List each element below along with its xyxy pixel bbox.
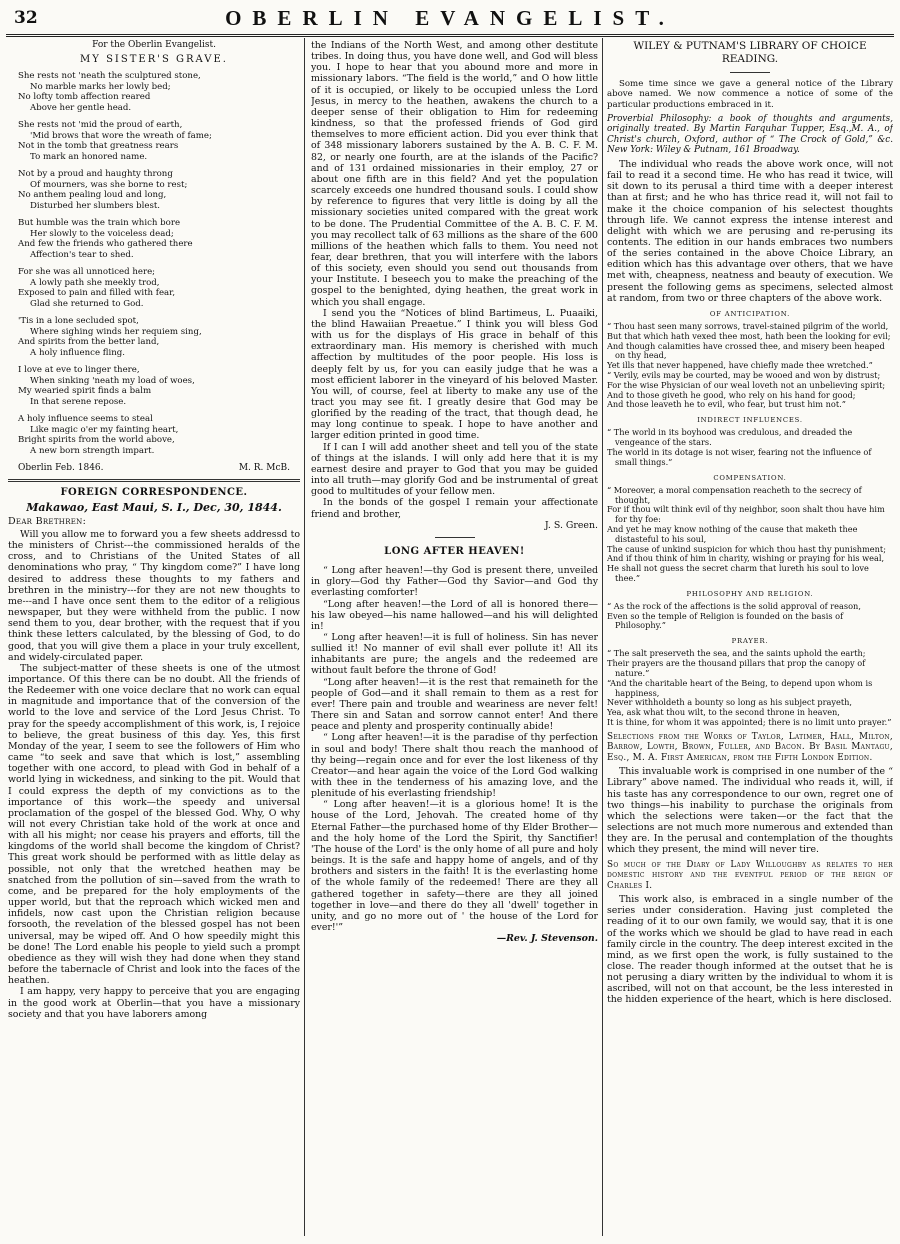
- poem-line: My wearied spirit finds a balm: [18, 386, 152, 397]
- poem-line: Exposed to pain and filled with fear,: [18, 288, 176, 299]
- letter-paragraph: I send you the “Notices of blind Bartimeus, L. Puaaiki, the blind Hawaiian Preaetue.” I think you will bless God with us for the displays of His grace in behalf of this extraordinary man. His memory is cherished with much affection by multitudes of the poor people. His loss is deeply felt by us, for you can easily judge that he was a most efficient laborer in the vineyard of his beloved Master. You will, of course, feel at liberty to make any use of the tract you may see fit. I greatly desire that God may be glorified by the reading of the tract, that though dead, he may long continue to speak. I hope to have another and larger edition printed in good time.: [311, 307, 598, 442]
- letter-paragraph: I am happy, very happy to perceive that you are engaging in the good work at Oberlin—that you have a missionary society and that you have laborers among: [8, 986, 300, 1020]
- book-review: This invaluable work is comprised in one number of the “ Library” above named. The individual who reads it, will, if his taste has any correspondence to our own, regret one of two things—his inability to purchase the originals from which the selections were taken—or the fact that the selections are not much more numerous and extended than they are. In the perusal and contemplation of the thoughts which they present, the mind will never tire.: [607, 766, 893, 856]
- book-title: Proverbial Philosophy: a book of thoughts and arguments, originally treated. By Martin Farquhar Tupper, Esq.,M. A., of Christ's church, Oxford, author of “ The Crock of Gold,” &c. New York: Wiley & Putnam, 161 Broadway.: [607, 113, 893, 156]
- excerpt-line: Never withholdeth a bounty so long as his subject prayeth,: [607, 697, 853, 708]
- excerpt-line: And to those giveth he good, who rely on his hand for good;: [607, 389, 856, 400]
- poem-line: And spirits from the better land,: [18, 337, 160, 348]
- masthead: [6, 0, 894, 34]
- poem-source: For the Oberlin Evangelist.: [92, 40, 216, 50]
- poem-title: MY SISTER'S GRAVE.: [80, 54, 228, 66]
- column-divider: [304, 38, 305, 1236]
- excerpt-line: “ Thou hast seen many sorrows, travel-stained pilgrim of the world,: [607, 321, 889, 332]
- poem-line: Not in the tomb that greatness rears: [18, 141, 179, 152]
- letter-paragraph: If I can I will add another sheet and tell you of the state of things at the islands. I will only add here that it is my earnest desire and prayer to God that you may be guided into all truth—may glorify God and be instrumental of great good to multitudes of your fellow men.: [311, 441, 598, 498]
- letter-paragraph: the Indians of the North West, and among other destitute tribes. In doing thus, you have done well, and God will bless you. I hope to hear that you abound more and more in missionary labors. “The field is the world,” and O how little of it is occupied, or likely to be occupied unless the Lord Jesus, in mercy to the heathen, awakens the church to a deeper sense of their obligation to Him for redeeming kindness, so that the professed friends of God gird themselves to more efficient action. Did you ever think that of 348 missionary laborers sustained by the A. B. C. F. M. 82, or nearly one fourth, are at the islands of the Pacific? and of 131 ordained missionaries in their employ, 27 or about one fifth are in this field? And yet the population scarcely exceeds one hundred thousand souls. I could show by reference to figures that very little is doing by all the missionary societies united compared with the great work to be done. The Prudential Committee of the A. B. C. F. M. you may recollect talk of 63 millions as the share of the 600 millions of the heathen which falls to them. You need not fear, dear brethren, that you will interfere with the labors of this society, even should you send out thousands from your Institute. I beseech you to make the preaching of the gospel to the benighted, dying heathen, the great work in which you shall engage.: [311, 40, 598, 308]
- newspaper-title: OBERLIN EVANGELIST.: [225, 6, 675, 30]
- poem-stanza: [18, 316, 300, 358]
- letter-signature: J. S. Green.: [544, 519, 598, 531]
- excerpt-line: It is thine, for whom it was appointed; there is no limit unto prayer.”: [607, 717, 892, 727]
- poem-line: Glad she returned to God.: [30, 298, 144, 309]
- poem-author: M. R. McB.: [238, 463, 290, 474]
- excerpt-line: “And the charitable heart of the Being, to depend upon whom is happiness,: [607, 677, 873, 698]
- heaven-paragraph: “ Long after heaven!—it is full of holiness. Sin has never sullied it! No manner of evil shall ever pollute it! All its inhabitants are pure; the angels and the redeemed are without fault before the throne of God!: [311, 631, 598, 677]
- excerpt-line: Their prayers are the thousand pillars that prop the canopy of nature.”: [607, 658, 866, 679]
- poem-line: A holy influence fling.: [30, 347, 126, 358]
- poem-line: 'Tis in a lone secluded spot,: [18, 316, 139, 327]
- poem-line: A holy influence seems to steal: [18, 414, 153, 425]
- poem-line: Where sighing winds her requiem sing,: [30, 326, 202, 337]
- book-title: So much of the Diary of Lady Willoughby as relates to her domestic history and the eventful period of the reign of Charles I.: [607, 859, 893, 891]
- excerpt-line: Yet ills that never happened, have chiefly made thee wretched.”: [607, 360, 873, 371]
- heaven-paragraph: “ Long after heaven!—it is a glorious home! It is the house of the Lord, Jehovah. The created home of thy Eternal Father—the purchased home of thy Elder Brother—and the holy home of the Lord the Spirit, thy Sanctifier! 'The house of the Lord' is the only home of all pure and holy beings. It is the safe and happy home of angels, and of thy brothers and sisters in the faith! It is the everlasting home of the whole family of the redeemed! There are they all gathered together in safety—there are they all joined together in love—and there do they all 'dwell' together in unity, and go no more out of ' the house of the Lord for ever!'”: [311, 799, 598, 934]
- letter-paragraph: The subject-matter of these sheets is one of the utmost importance. Of this there can be no doubt. All the friends of the Redeemer with one voice declare that no work can equal in magnitude and importance that of the conversion of the world to the love and service of the Lord Jesus Christ. To pray for the speedy accomplishment of this work, is, I rejoice to believe, the great business of this day. Yes, this first Monday of the year, I seem to see the followers of Him who came “to seek and save that which is lost,” assembling together with one accord, to plead with God in behalf of a world lying in wickedness, and sinking to the pit. Would that I could express the depth of my convictions as to the importance of this work—the speedy and universal proclamation of the gospel of the blessed God. Why, O why will not every Christian take hold of the work at once and with all his might; nor cease his prayers and efforts, till the kingdoms of the world shall become the kingdom of Christ? This great work should be performed with as little delay as possible, not only that the wretched heathen may be snatched from the pollution of sin—saved from the wrath to come, and be prepared for the holy employments of the upper world, but that the reproach which wicked men and infidels, now cast upon the Christian religion because forsooth, the revelation of the blessed gospel has not been universal, may be wiped off. And O how speedily might this be done! The Lord enable his people to yield such a prompt obedience as they will wish they had done when they stand before the tabernacle of Christ and look into the faces of the heathen.: [8, 662, 300, 987]
- poem-line: Affection's tear to shed.: [30, 249, 134, 260]
- poem-line: Like magic o'er my fainting heart,: [30, 424, 179, 435]
- poem-line: No lofty tomb affection reared: [18, 92, 151, 103]
- excerpt-line: And if thou think of him in charity, wishing or praying for his weal,: [607, 553, 885, 564]
- poem-stanza: [18, 120, 300, 162]
- excerpt-line: He shall not guess the secret charm that lureth his soul to love thee.”: [607, 563, 869, 583]
- excerpt-line: The cause of unkind suspicion for which thou hast thy punishment;: [607, 543, 886, 554]
- poem-line: I love at eve to linger there,: [18, 365, 140, 376]
- column-divider: [602, 38, 603, 1236]
- foreign-heading: FOREIGN CORRESPONDENCE.: [60, 487, 248, 499]
- poem-line: 'Mid brows that wore the wreath of fame;: [30, 130, 212, 141]
- heaven-paragraph: “Long after heaven!—it is the rest that remaineth for the people of God—and it shall remain to them as a rest for ever! There pain and trouble and weariness are never felt! There sin and Satan and sorrow cannot enter! And there peace and plenty and prosperity continually abide!: [311, 676, 598, 733]
- poem-line: Above her gentle head.: [30, 102, 132, 113]
- heaven-paragraph: “ Long after heaven!—thy God is present there, unveiled in glory—God thy Father—God thy Savior—and God thy everlasting comforter!: [311, 565, 598, 599]
- poem-line: She rests not 'mid the proud of earth,: [18, 120, 183, 131]
- letter-paragraph: Will you allow me to forward you a few sheets addressd to the ministers of Christ---the commissioned heralds of the cross, and to Christians of the United States of all denominations who pray, “ Thy kingdom come?” I have long desired to address these thoughts to my fathers and brethren in the ministry---for they are not new thoughts to me---and I have once sent them to the editor of a religious newspaper, but they were withheld from the public. I now send them to you, dear brother, with the request that if you think these letters calculated, by the blessing of God, to do good, that you will give them a place in your truly excellent, and widely-circulated paper.: [8, 528, 300, 663]
- poem-line: For she was all unnoticed here;: [18, 267, 156, 278]
- book-title: Selections from the Works of Taylor, Latimer, Hall, Milton, Barrow, Lowth, Brown, Fuller, and Bacon. By Basil Mantagu, Esq., M. A. First American, from the Fifth London Edition.: [607, 731, 893, 763]
- excerpt-line: The world in its dotage is not wiser, fearing not the influence of small things.”: [607, 447, 872, 467]
- poem-place-date: Oberlin Feb. 1846.: [18, 463, 104, 474]
- excerpt: [607, 649, 893, 727]
- excerpt-line: “ The salt preserveth the sea, and the saints uphold the earth;: [607, 648, 866, 659]
- poem-line: Not by a proud and haughty throng: [18, 169, 173, 180]
- section-divider: [730, 72, 770, 73]
- poem-stanza: [18, 218, 300, 260]
- book-review: The individual who reads the above work once, will not fail to read it a second time. He who has read it twice, will sit down to its perusal a third time with a deeper interest than at first; and he who has thrice read it, will not fail to make it the choice companion of his selectest thoughts through life. We cannot express the intense interest and delight with which we are perusing and re-perusing its contents. The edition in our hands embraces two numbers of the series contained in the above Choice Library, an edition which has this advantage over others, that we have met with, cheapness, neatness and beauty of execution. We present the following gems as specimens, selected almost at random, from two or three chapters of the above work.: [607, 158, 893, 304]
- poem-stanza: [18, 414, 300, 456]
- excerpt-heading: OF ANTICIPATION.: [709, 309, 791, 318]
- masthead-rule: [6, 34, 894, 37]
- poem-line: A new born strength impart.: [30, 445, 155, 456]
- column-2: [311, 40, 598, 1235]
- excerpt-line: And though calamities have crossed thee, and misery been heaped on thy head,: [607, 340, 885, 361]
- poem-line: A lowly path she meekly trod,: [30, 277, 160, 288]
- poem-line: No marble marks her lowly bed;: [30, 81, 171, 92]
- excerpt-heading: PHILOSOPHY AND RELIGION.: [686, 589, 814, 598]
- book-review: This work also, is embraced in a single number of the series under consideration. Having just completed the reading of it to our own family, we would say, that it is one of the works which we should be glad to have read in each family circle in the country. The deep interest excited in the mind, as we first open the work, is fully sustained to the close. The reader though informed at the outset that he is not perusing a diary written by the individual to whom it is ascribed, will not on that account, be the less interested in the hidden experience of the heart, which is here disclosed.: [607, 894, 893, 1006]
- poem-body: [8, 71, 300, 456]
- poem-stanza: [18, 169, 300, 211]
- poem-line: In that serene repose.: [30, 396, 127, 407]
- letter-salutation: Dear Brethren:: [8, 515, 87, 527]
- excerpt-line: For if thou wilt think evil of thy neighbor, soon shalt thou have him for thy foe:: [607, 504, 885, 525]
- library-intro: Some time since we gave a general notice of the Library above named. We now commence a notice of some of the particular productions embraced in it.: [607, 79, 893, 110]
- excerpt-heading: PRAYER.: [731, 637, 769, 646]
- excerpt-line: But that which hath vexed thee most, hath been the looking for evil;: [607, 330, 891, 341]
- letter-dateline: Makawao, East Maui, S. I., Dec, 30, 1844.: [26, 500, 282, 514]
- poem-line: Her slowly to the voiceless dead;: [30, 228, 174, 239]
- poem-line: And few the friends who gathered there: [18, 239, 193, 250]
- excerpt: [607, 602, 893, 631]
- poem-stanza: [18, 267, 300, 309]
- excerpt-line: “ Moreover, a moral compensation reacheth to the secrecy of thought,: [607, 484, 862, 505]
- excerpt-heading: COMPENSATION.: [713, 473, 787, 482]
- library-title: WILEY & PUTNAM'S LIBRARY OF CHOICE READING.: [633, 40, 867, 65]
- excerpt-line: For the wise Physician of our weal loveth not an unbelieving spirit;: [607, 379, 886, 390]
- heaven-paragraph: “ Long after heaven!—it is the paradise of thy perfection in soul and body! There shalt thou reach the manhood of thy being—regain once and for ever the lost likeness of thy Creator—and hear again the voice of the Lord God walking with thee in the tenderness of his amazing love, and the plenitude of his everlasting friendship!: [311, 732, 598, 800]
- excerpt: [607, 428, 893, 467]
- letter-closing: In the bonds of the gospel I remain your affectionate friend and brother,: [311, 497, 598, 520]
- poem-line: Of mourners, was she borne to rest;: [30, 179, 188, 190]
- poem-line: Disturbed her slumbers blest.: [30, 200, 161, 211]
- excerpt-line: “ Verily, evils may be courted, may be wooed and won by distrust;: [607, 370, 881, 381]
- excerpt-line: Even so the temple of Religion is founded on the basis of Philosophy.”: [607, 610, 844, 631]
- heaven-signature: —Rev. J. Stevenson.: [496, 933, 598, 945]
- excerpt-line: Yea, ask what thou wilt, to the second throne in heaven,: [607, 707, 840, 718]
- excerpt: [607, 322, 893, 410]
- excerpt-line: And yet he may know nothing of the cause that maketh thee distasteful to his soul,: [607, 523, 858, 544]
- poem-line: But humble was the train which bore: [18, 218, 181, 229]
- column-1: [8, 40, 300, 1235]
- poem-line: Bright spirits from the world above,: [18, 435, 175, 446]
- poem-line: She rests not 'neath the sculptured stone,: [18, 71, 201, 82]
- heaven-paragraph: “Long after heaven!—the Lord of all is honored there—his law obeyed—his name hallowed—and his will delighted in!: [311, 598, 598, 632]
- excerpt: [607, 486, 893, 584]
- heaven-heading: LONG AFTER HEAVEN!: [384, 545, 525, 557]
- poem-stanza: [18, 365, 300, 407]
- poem-line: No anthem pealing loud and long,: [18, 190, 167, 201]
- section-divider: [8, 479, 300, 482]
- poem-stanza: [18, 71, 300, 113]
- excerpt-line: And those leaveth he to evil, who fear, but trust him not.”: [607, 399, 846, 410]
- excerpt-line: “ The world in its boyhood was credulous, and dreaded the vengeance of the stars.: [607, 427, 853, 448]
- column-3: [607, 40, 893, 1235]
- excerpt-heading: INDIRECT INFLUENCES.: [697, 416, 803, 425]
- excerpt-line: “ As the rock of the affections is the solid approval of reason,: [607, 600, 861, 611]
- poem-signature: [8, 463, 300, 474]
- section-divider: [435, 537, 475, 538]
- poem-line: To mark an honored name.: [30, 151, 148, 162]
- poem-line: When sinking 'neath my load of woes,: [30, 375, 195, 386]
- page-number: 32: [14, 8, 38, 28]
